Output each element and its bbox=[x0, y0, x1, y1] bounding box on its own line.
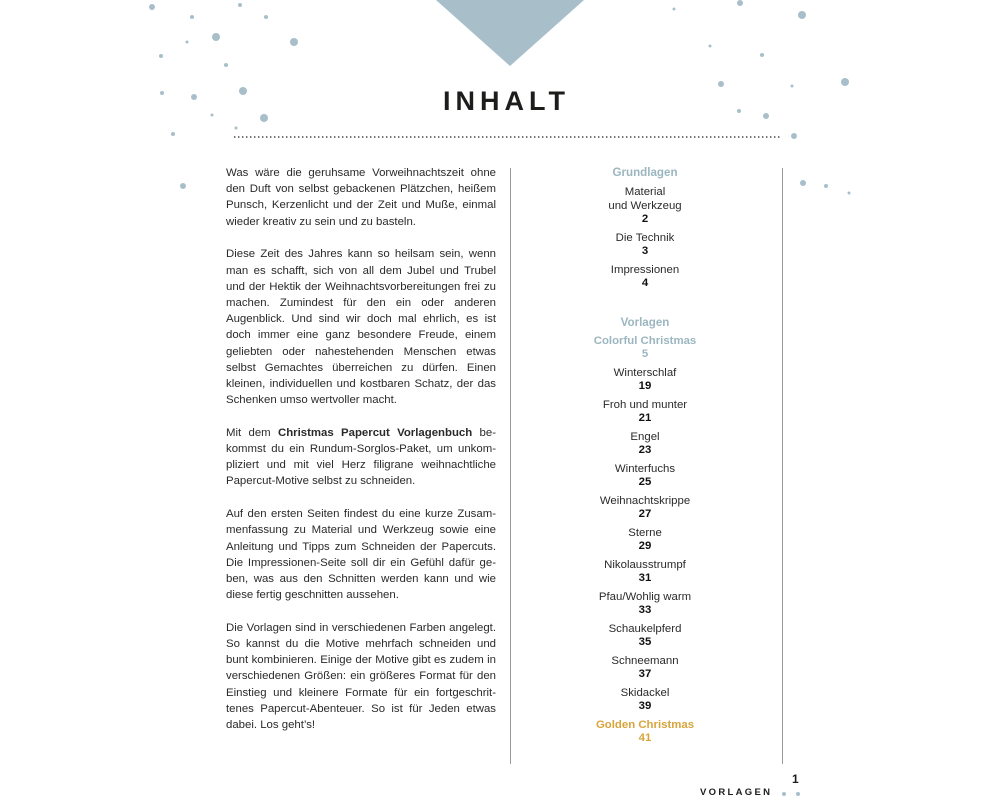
toc-entry-label: Skidackel bbox=[620, 686, 670, 699]
toc-entry-page: 31 bbox=[638, 572, 652, 584]
toc-entry[interactable] bbox=[520, 367, 770, 394]
footer-section-label: VORLAGEN bbox=[700, 787, 773, 798]
toc-entry-page: 35 bbox=[638, 636, 652, 648]
toc-entry[interactable] bbox=[520, 495, 770, 522]
toc-entry-page: 23 bbox=[638, 444, 652, 456]
footer-dots bbox=[782, 792, 800, 796]
toc-entry-label: Weihnachtskrippe bbox=[599, 494, 691, 507]
toc-entry[interactable] bbox=[520, 591, 770, 618]
toc-entry-label: Winterfuchs bbox=[614, 462, 676, 475]
intro-paragraph-3: Mit dem Christmas Papercut Vorlagenbuch bekommst du ein Rundum-Sorglos-Paket, um unkompliziert und mit viel Herz filigrane weihnachtliche Papercut-Motive selbst zu schneiden. bbox=[226, 426, 496, 488]
column-divider-right bbox=[782, 168, 783, 764]
toc-heading-grundlagen: Grundlagen bbox=[612, 166, 678, 179]
toc-entry-page: 39 bbox=[638, 700, 652, 712]
intro-paragraph-2: Diese Zeit des Jahres kann so heilsam sein, wenn man es schafft, sich von all dem Jubel und Trubel und der Hektik der Weihnachtsvorbereitungen frei zu machen. Zumindest für den ein oder anderen Augenblick. Und sind wir doch mal ehrlich, es ist doch immer eine ganz besondere Freude, einem geliebten oder nahestehenden Menschen etwas selbst Gemachtes überreichen zu dürfen. Einen kleinen, individuellen und kostbaren Schatz, der das Schenken umso wertvoller macht. bbox=[226, 248, 496, 407]
toc-entry[interactable] bbox=[520, 655, 770, 682]
toc-entry-page: 33 bbox=[638, 604, 652, 616]
intro-paragraph-5: Die Vorlagen sind in verschiedenen Farben angelegt. So kannst du die Motive mehrfach schneiden und bunt kombinieren. Einige der Motive gibt es zudem in verschiedenen Größen: ein größeres Format für den Einstieg und kleinere Formate für ein fortgeschrittenes Papercut-Abenteuer. So ist für Jeden etwas dabei. Los geht’s! bbox=[226, 621, 496, 732]
toc-entry-page: 37 bbox=[638, 668, 652, 680]
toc-entry-label: Winterschlaf bbox=[613, 366, 677, 379]
triangle-ornament bbox=[436, 0, 584, 66]
toc-entry[interactable] bbox=[520, 399, 770, 426]
toc-entry[interactable] bbox=[520, 559, 770, 586]
toc-entry-page: 19 bbox=[638, 380, 652, 392]
intro-paragraph-1: Was wäre die geruhsame Vorweihnachtszeit ohne den Duft von selbst gebackenen Plätzchen, heißem Punsch, Kerzenlicht und der Zeit und Muße, einmal wieder kreativ zu sein und zu basteln. bbox=[226, 167, 496, 228]
toc-entry-label: Schneemann bbox=[611, 654, 679, 667]
toc-entry-page: 21 bbox=[638, 412, 652, 424]
table-of-contents bbox=[520, 165, 770, 746]
toc-entry[interactable] bbox=[520, 527, 770, 554]
toc-entry-page: 27 bbox=[638, 508, 652, 520]
toc-vorlagen-list bbox=[520, 367, 770, 714]
toc-entry-label: Sterne bbox=[628, 526, 662, 539]
intro-text bbox=[226, 165, 496, 750]
toc-subsection-colorful[interactable]: Colorful Christmas 5 bbox=[593, 334, 697, 360]
toc-entry-label: Pfau/Wohlig warm bbox=[598, 590, 692, 603]
toc-entry[interactable]: Die Technik 3 bbox=[615, 231, 675, 257]
column-divider-left bbox=[510, 168, 511, 764]
toc-entry[interactable]: Impressionen 4 bbox=[610, 263, 680, 289]
page-number: 1 bbox=[792, 772, 799, 786]
toc-entry[interactable] bbox=[520, 687, 770, 714]
toc-entry-label: Schaukelpferd bbox=[608, 622, 682, 635]
toc-entry-page: 29 bbox=[638, 540, 652, 552]
toc-entry[interactable] bbox=[520, 623, 770, 650]
toc-entry-label: Nikolausstrumpf bbox=[604, 558, 686, 571]
toc-entry-page: 25 bbox=[638, 476, 652, 488]
toc-subsection-golden[interactable]: Golden Christmas 41 bbox=[595, 718, 695, 744]
intro-paragraph-4: Auf den ersten Seiten findest du eine kurze Zusammenfassung zu Material und Werkzeug sowie eine Anleitung und Tipps zum Schneiden der Papercuts. Die Impressionen-Seite soll dir ein Gefühl dafür geben, was aus den Schnitten werden kann und wie diese fertig geschnitten aussehen. bbox=[226, 508, 496, 602]
toc-heading-vorlagen: Vorlagen bbox=[620, 315, 670, 329]
book-title: Christmas Papercut Vorlagenbuch bbox=[278, 426, 473, 439]
toc-entry[interactable] bbox=[520, 431, 770, 458]
toc-entry[interactable]: Material und Werkzeug 2 bbox=[608, 186, 682, 225]
toc-entry-label: Froh und munter bbox=[602, 398, 688, 411]
toc-entry-label: Engel bbox=[630, 430, 660, 443]
page-title: INHALT bbox=[443, 86, 570, 116]
toc-entry[interactable] bbox=[520, 463, 770, 490]
